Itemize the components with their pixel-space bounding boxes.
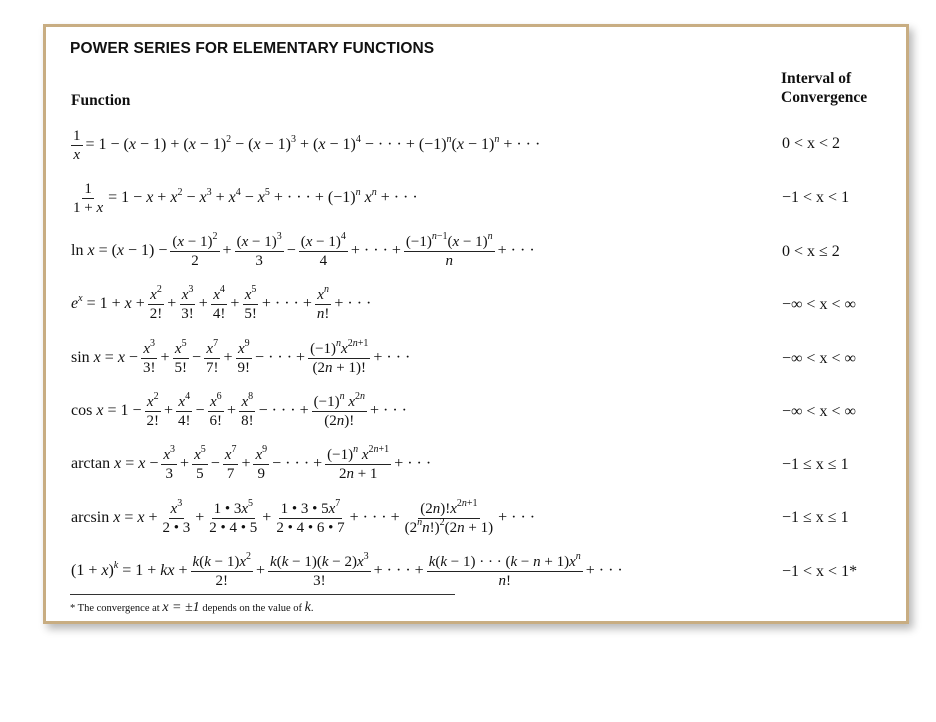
table-title: POWER SERIES FOR ELEMENTARY FUNCTIONS [70, 40, 435, 57]
series-row-ln: ln x = (x − 1) − $\frac{(x - 1)^2}{2}$ + $\frac{(x - 1)^3}{3}$ − $\frac{(x - 1)^4}{4}$ + · · · + $\frac{(-1)^{n-1}(x - 1)^n}{n}$ + · · · [71, 230, 535, 269]
interval-exp: −∞ < x < ∞ [782, 296, 856, 313]
column-header-function: Function [71, 92, 131, 109]
series-row-binomial: $(1 + x)^k = 1$ + kx + $\frac{k(k - 1)x^2}{2!}$ + $\frac{k(k - 1)(k - 2)x^3}{3!}$ + · · · + $\frac{k(k - 1) \cdot \cdot \cdot (k - n + 1)x^n}{n!}$ + · · · [71, 550, 623, 589]
series-row-exp: $e^x = 1 + x$ + $\frac{x^2}{2!}$ + $\frac{x^3}{3!}$ + $\frac{x^4}{4!}$ + $\frac{x^5}{5!}$ + · · · + $\frac{x^n}{n!}$ + · · · [71, 283, 372, 322]
footnote-middle: depends on the value of [199, 603, 305, 614]
interval-reciprocal: 0 < x < 2 [782, 135, 841, 152]
series-row-arcsin: arcsin x = x + $\frac{x^3}{2 • 3}$ + $\frac{1 • 3x^5}{2 • 4 • 5}$ + $\frac{1 • 3 • 5x^7}{2 • 4 • 6 • 7}$ + · · · + $\frac{(2n)!x^{2n+1}}{(2^nn!)^2(2n + 1)}$ + · · · [71, 497, 536, 536]
power-series-table [43, 24, 909, 624]
interval-arctan: −1 ≤ x ≤ 1 [782, 456, 849, 473]
footnote-math: x = ±1 [162, 600, 200, 615]
series-row-geometric: $\frac{1}{1 + x}$ = $1 - x + x^2 - x^3 + x^4 - x^5$ + · · · + $(-1)^n$ $x^n$ + · · · [73, 180, 418, 216]
series-row-sin: sin x = x − $\frac{x^3}{3!}$ + $\frac{x^5}{5!}$ − $\frac{x^7}{7!}$ + $\frac{x^9}{9!}$ − · · · + $\frac{(-1)^nx^{2n+1}}{(2n + 1)!}$ + · · · [71, 337, 411, 376]
interval-header-line1: Interval of [781, 70, 852, 87]
interval-header-line2: Convergence [781, 89, 868, 106]
footnote [70, 600, 314, 616]
interval-geometric: −1 < x < 1 [782, 189, 850, 206]
column-header-interval [781, 69, 867, 107]
footnote-suffix: . [310, 603, 314, 614]
interval-arcsin: −1 ≤ x ≤ 1 [782, 509, 849, 526]
interval-binomial: −1 < x < 1* [782, 563, 858, 580]
footnote-divider [70, 594, 455, 595]
interval-sin: −∞ < x < ∞ [782, 350, 856, 367]
interval-cos: −∞ < x < ∞ [782, 403, 856, 420]
footnote-prefix: * The convergence at [70, 603, 163, 614]
series-row-reciprocal: $\frac{1}{x}$ = $1 - (x - 1) + (x - 1)^2 - (x - 1)^3 + (x - 1)^4$ − · · · + $(-1)^n(x - 1)^n$ + · · · [73, 127, 541, 163]
footnote-var: k [304, 600, 311, 615]
interval-ln: 0 < x ≤ 2 [782, 243, 840, 260]
series-row-cos: cos x = 1 − $\frac{x^2}{2!}$ + $\frac{x^4}{4!}$ − $\frac{x^6}{6!}$ + $\frac{x^8}{8!}$ − · · · + $\frac{(-1)^n x^{2n}}{(2n)!}$ + · · · [71, 390, 407, 429]
series-row-arctan: arctan x = x − $\frac{x^3}{3}$ + $\frac{x^5}{5}$ − $\frac{x^7}{7}$ + $\frac{x^9}{9}$ − · · · + $\frac{(-1)^n x^{2n+1}}{2n + 1}$ + · · · [71, 443, 432, 482]
